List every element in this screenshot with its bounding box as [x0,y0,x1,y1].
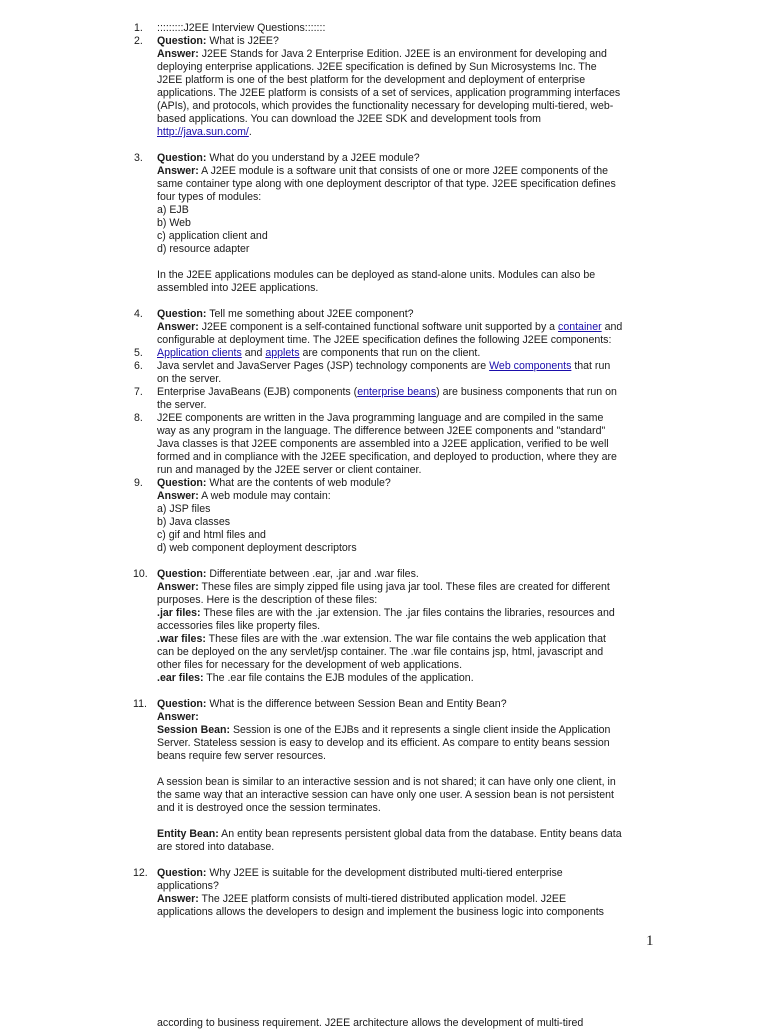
item-number: 6. [134,360,143,372]
item-number: 10. [133,568,148,580]
text-line [157,776,616,789]
text-run: The J2EE platform consists of multi-tiered distributed application model. J2EE [198,893,567,905]
text-run: What is J2EE? [206,35,279,47]
text-run: In the J2EE applications modules can be deployed as stand-alone units. Modules can also be [157,269,596,281]
text-run: a) EJB [157,204,189,216]
text-line [157,828,622,841]
bold-label: Session Bean: [157,724,231,736]
text-run: Session is one of the EJBs and it represents a single client inside the Application [230,724,611,736]
text-run: J2EE platform is one of the best platform for the development and deployment of enterprise [157,74,586,86]
text-line [157,61,597,74]
text-run: formed and in compliance with the J2EE specification, and deployed to production, where they are [157,451,617,463]
text-line [157,880,219,893]
text-run: An entity bean represents persistent global data from the database. Entity beans data [218,828,622,840]
text-run: a) JSP files [157,503,211,515]
text-run: the same way that an interactive session can have only one user. A session bean is not persistent [157,789,614,801]
text-line [157,230,268,243]
text-line [157,503,210,516]
bold-label: Answer: [157,581,199,593]
text-run: Java servlet and JavaServer Pages (JSP) technology components are [157,360,490,372]
text-line [157,594,377,607]
hyperlink[interactable]: Web components [489,360,572,372]
text-line [157,529,266,542]
item-number: 7. [134,386,143,398]
hyperlink[interactable]: container [558,321,602,333]
text-line [157,516,230,529]
text-run: Java classes is that J2EE components are assembled into a J2EE application, verified to be well [157,438,609,450]
text-run: A J2EE module is a software unit that consists of one or more J2EE components of the [198,165,609,177]
bold-label: Answer: [157,490,199,502]
text-line [157,269,595,282]
bold-label: Question: [157,698,207,710]
text-run: Enterprise JavaBeans (EJB) components ( [157,386,358,398]
bold-label: Question: [157,568,207,580]
bold-label: Entity Bean: [157,828,219,840]
text-line [157,126,252,139]
text-run: based applications. You can download the J2EE SDK and development tools from [157,113,541,125]
text-run: J2EE Stands for Java 2 Enterprise Edition. J2EE is an environment for developing and [198,48,607,60]
text-run: way as any program in the language. The difference between J2EE components and "standard" [157,425,606,437]
text-line [157,308,414,321]
text-line [157,789,614,802]
text-run: beans require few server resources. [157,750,326,762]
text-line [157,581,610,594]
hyperlink[interactable]: http://java.sun.com/ [157,126,249,138]
text-run: and it is destroyed once the session terminates. [157,802,381,814]
text-line [157,347,480,360]
text-line [157,906,604,919]
text-run: . [248,126,252,138]
text-line [157,334,611,347]
bold-label: .jar files: [157,607,201,619]
text-line [157,438,609,451]
text-line [157,412,603,425]
item-number: 1. [134,22,143,34]
text-line [157,633,606,646]
hyperlink[interactable]: enterprise beans [357,386,437,398]
item-number: 12. [133,867,148,879]
hyperlink[interactable]: Application clients [157,347,242,359]
text-line [157,672,474,685]
text-run: on the server. [157,373,222,385]
text-run: b) Web [157,217,191,229]
text-run: and [601,321,623,333]
text-line [157,451,617,464]
text-run: are components that run on the client. [299,347,481,359]
text-run: according to business requirement. J2EE architecture allows the development of multi-tired [157,1017,584,1029]
text-line [157,217,191,230]
text-line [157,698,507,711]
item-number: 9. [134,477,143,489]
bold-label: Answer: [157,48,199,60]
text-line [157,607,615,620]
text-run: d) resource adapter [157,243,250,255]
text-line [157,74,585,87]
text-line [157,802,381,815]
bold-label: .war files: [157,633,206,645]
text-run: Why J2EE is suitable for the development distributed multi-tiered enterprise [206,867,563,879]
text-line [157,867,563,880]
item-number: 11. [133,698,147,710]
text-line [157,165,608,178]
text-run: Differentiate between .ear, .jar and .war files. [206,568,419,580]
text-run: are stored into database. [157,841,275,853]
text-run: applications allows the developers to design and implement the business logic into components [157,906,604,918]
bold-label: Question: [157,152,207,164]
text-line [157,48,607,61]
page-number: 1 [646,933,654,949]
text-line [157,100,613,113]
text-run: can be deployed on the any servlet/jsp container. The .war file contains jsp, html, javascript and [157,646,604,658]
bold-label: Answer: [157,893,199,905]
text-line [157,646,603,659]
text-run: These files are with the .war extension. The war file contains the web application that [205,633,606,645]
text-run: These files are with the .jar extension. The .jar files contains the libraries, resources and [200,607,615,619]
text-run: b) Java classes [157,516,231,528]
text-run: These files are simply zipped file using java jar tool. These files are created for different [198,581,610,593]
bold-label: Question: [157,308,207,320]
text-run: applications? [157,880,219,892]
text-run: What do you understand by a J2EE module? [206,152,420,164]
text-run: assembled into J2EE applications. [157,282,319,294]
text-line [157,243,249,256]
text-run: four types of modules: [157,191,262,203]
text-run: other files for necessary for the development of web applications. [157,659,463,671]
text-line [157,477,391,490]
text-run: that run [571,360,611,372]
bold-label: Answer: [157,711,199,723]
text-run: What is the difference between Session Bean and Entity Bean? [206,698,507,710]
item-number: 8. [134,412,143,424]
text-line [157,724,610,737]
bold-label: Question: [157,477,207,489]
text-line [157,87,620,100]
text-run: :::::::::J2EE Interview Questions::::::: [157,22,326,34]
item-number: 4. [134,308,143,320]
text-line [157,386,617,399]
text-run: and [241,347,266,359]
text-line [157,399,206,412]
text-run: configurable at deployment time. The J2EE specification defines the following J2EE components: [157,334,612,346]
text-run: A session bean is similar to an interactive session and is not shared; it can have only one client, in [157,776,616,788]
text-line [157,568,419,581]
text-line [157,464,421,477]
text-line [157,737,610,750]
bold-label: Question: [157,35,207,47]
text-run: What are the contents of web module? [206,477,391,489]
text-run: the server. [157,399,207,411]
text-line [157,711,199,724]
text-run: run and managed by the J2EE server or client container. [157,464,422,476]
text-run: same container type along with one deployment descriptor of that type. J2EE specification defines [157,178,616,190]
text-run: accessories files like property files. [157,620,321,632]
hyperlink[interactable]: applets [265,347,300,359]
text-line [157,841,274,854]
text-run: applications. The J2EE platform is consists of a set of services, application programming interfaces [157,87,621,99]
text-run: (APIs), and protocols, which provides the functionality necessary for developing multi-tiered, web- [157,100,614,112]
text-run: Tell me something about J2EE component? [206,308,414,320]
text-run: J2EE component is a self-contained functional software unit supported by a [198,321,559,333]
text-line [157,893,566,906]
text-run: d) web component deployment descriptors [157,542,357,554]
text-run: c) gif and html files and [157,529,266,541]
text-line [157,321,622,334]
text-run: The .ear file contains the EJB modules of the application. [203,672,474,684]
text-run: c) application client and [157,230,268,242]
text-line [157,620,320,633]
item-number: 3. [134,152,143,164]
text-run: J2EE components are written in the Java programming language and are compiled in the same [157,412,604,424]
text-run: deploying enterprise applications. J2EE specification is defined by Sun Microsystems Inc. The [157,61,597,73]
text-line [157,373,221,386]
text-line [157,659,462,672]
bold-label: Answer: [157,321,199,333]
text-line [157,750,326,763]
text-line [157,152,420,165]
text-run: ) are business components that run on [436,386,617,398]
text-line [157,178,616,191]
item-number: 5. [134,347,143,359]
text-line [157,425,605,438]
text-run: A web module may contain: [198,490,331,502]
text-line [157,282,318,295]
text-line [157,204,189,217]
text-line [157,191,261,204]
text-line [157,113,541,126]
bold-label: Answer: [157,165,199,177]
bold-label: Question: [157,867,207,879]
item-number: 2. [134,35,143,47]
text-line [157,35,279,48]
text-line [157,490,331,503]
text-run: purposes. Here is the description of these files: [157,594,378,606]
text-line [157,542,357,555]
text-run: Server. Stateless session is easy to develop and its efficient. As compare to entity beans session [157,737,610,749]
text-line [157,22,325,35]
text-line [157,360,610,373]
bold-label: .ear files: [157,672,204,684]
